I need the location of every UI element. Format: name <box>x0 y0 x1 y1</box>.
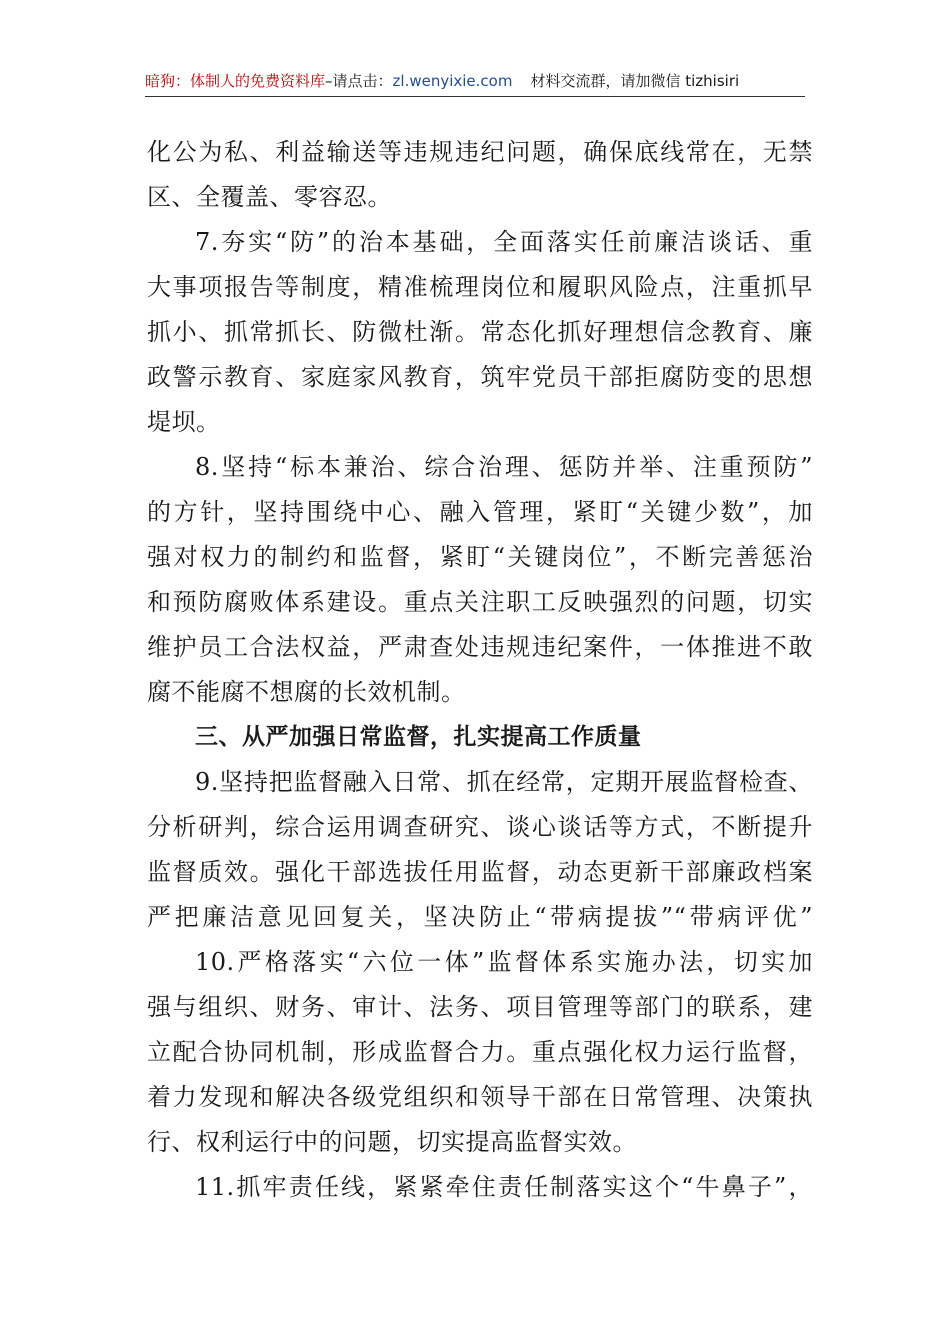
text-line: 抓小、抓常抓长、防微杜渐。常态化抓好理想信念教育、廉 <box>147 318 813 346</box>
header-url-link[interactable]: zl.wenyixie.com <box>392 72 513 90</box>
text-line: 大事项报告等制度，精准梳理岗位和履职风险点，注重抓早 <box>147 273 813 301</box>
text-line: 严把廉洁意见回复关，坚决防止“带病提拔”“带病评优” <box>147 903 813 931</box>
header-brand: 暗狗：体制人的免费资料库 <box>145 72 326 90</box>
section-heading: 三、从严加强日常监督，扎实提高工作质量 <box>195 724 642 750</box>
text-line: 强与组织、财务、审计、法务、项目管理等部门的联系，建 <box>147 993 813 1021</box>
text-line: 监督质效。强化干部选拔任用监督，动态更新干部廉政档案 <box>147 858 813 886</box>
text-line: 行、权利运行中的问题，切实提高监督实效。 <box>147 1128 637 1156</box>
text-line: 11.抓牢责任线，紧紧牵住责任制落实这个“牛鼻子”， <box>195 1173 813 1201</box>
text-line: 化公为私、利益输送等违规违纪问题，确保底线常在，无禁 <box>147 138 813 166</box>
text-line: 10.严格落实“六位一体”监督体系实施办法，切实加 <box>195 948 813 976</box>
text-line: 堤坝。 <box>147 408 221 436</box>
text-line: 政警示教育、家庭家风教育，筑牢党员干部拒腐防变的思想 <box>147 363 813 391</box>
text-line: 的方针，坚持围绕中心、融入管理，紧盯“关键少数”，加 <box>147 498 813 526</box>
text-line: 7.夯实“防”的治本基础，全面落实任前廉洁谈话、重 <box>195 228 813 256</box>
page-header <box>145 70 805 97</box>
text-line: 区、全覆盖、零容忍。 <box>147 183 392 211</box>
document-body <box>147 130 813 1210</box>
text-line: 腐不能腐不想腐的长效机制。 <box>147 678 466 706</box>
header-prompt: –请点击： <box>325 72 393 90</box>
text-line: 和预防腐败体系建设。重点关注职工反映强烈的问题，切实 <box>147 588 813 616</box>
text-line: 8.坚持“标本兼治、综合治理、惩防并举、注重预防” <box>195 453 813 481</box>
header-contact: 材料交流群，请加微信 tizhisiri <box>530 72 740 90</box>
text-line: 分析研判，综合运用调查研究、谈心谈话等方式，不断提升 <box>147 813 813 841</box>
text-line: 维护员工合法权益，严肃查处违规违纪案件，一体推进不敢 <box>147 633 813 661</box>
text-line: 立配合协同机制，形成监督合力。重点强化权力运行监督， <box>147 1038 813 1066</box>
text-line: 着力发现和解决各级党组织和领导干部在日常管理、决策执 <box>147 1083 813 1111</box>
text-line: 9.坚持把监督融入日常、抓在经常，定期开展监督检查、 <box>195 768 813 796</box>
text-line: 强对权力的制约和监督，紧盯“关键岗位”，不断完善惩治 <box>147 543 813 571</box>
